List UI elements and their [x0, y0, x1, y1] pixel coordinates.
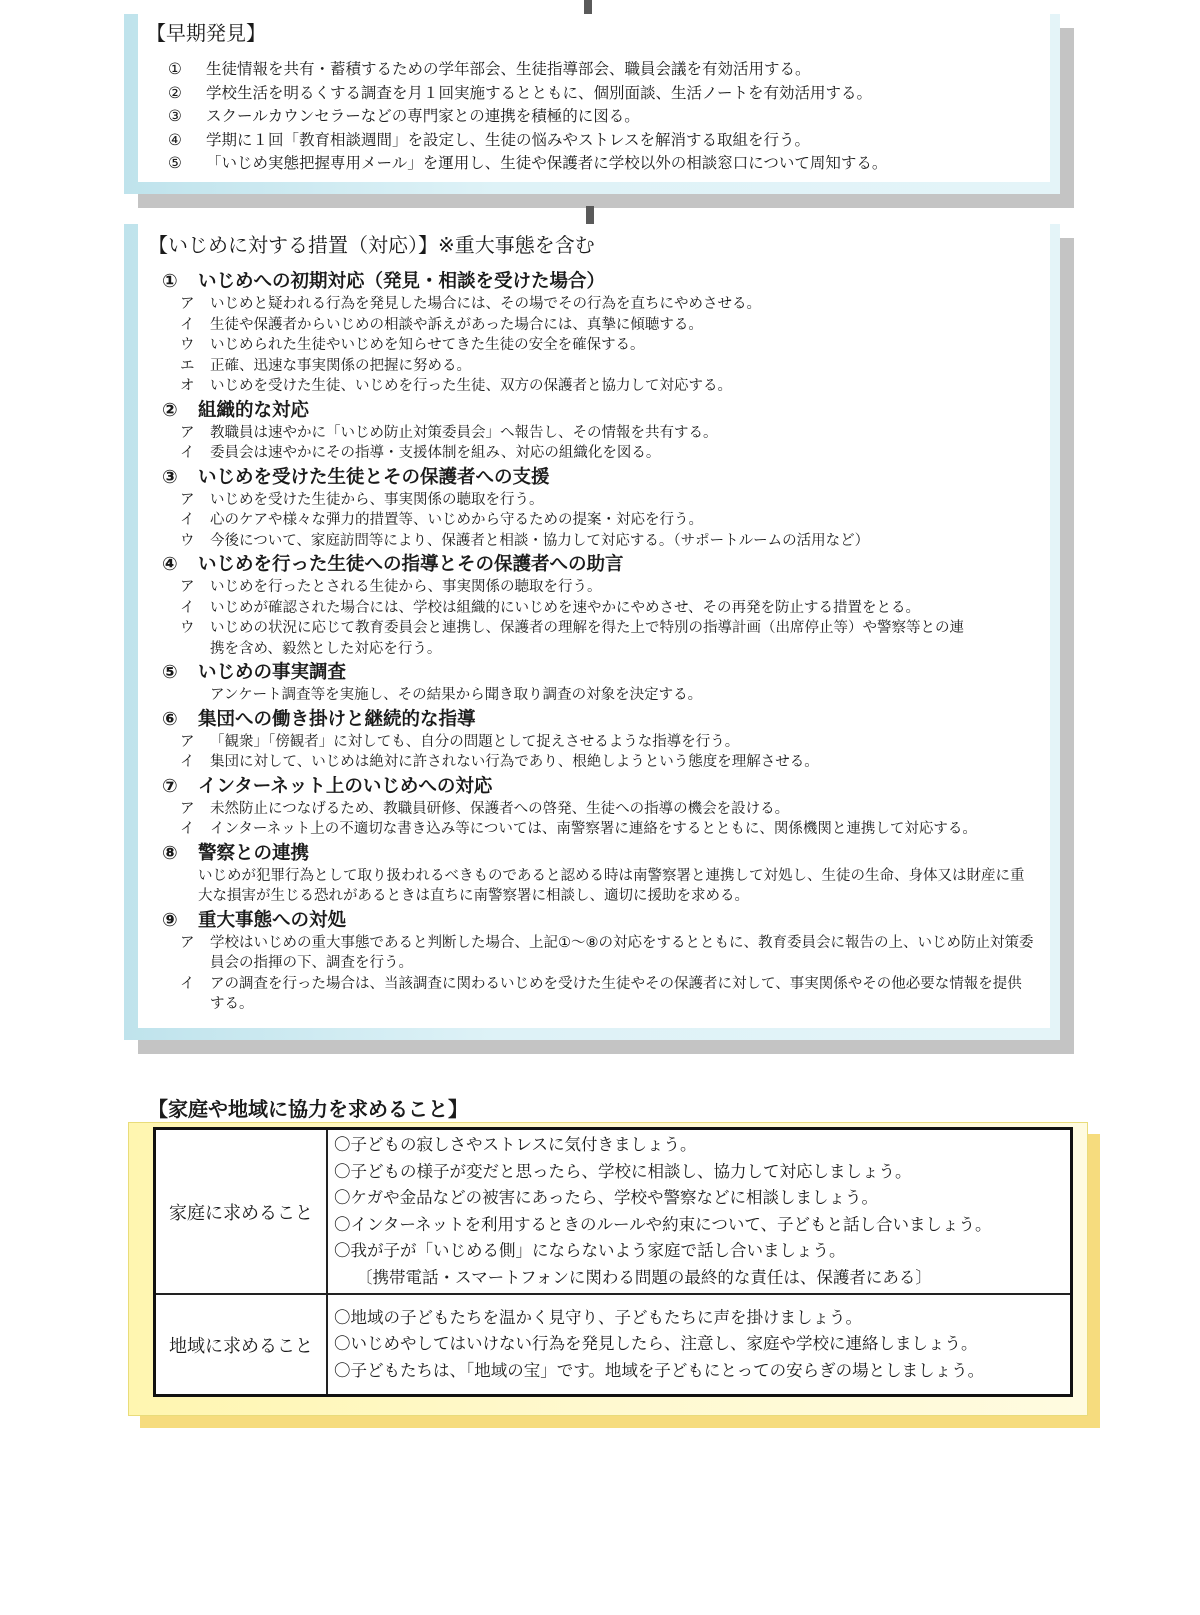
section-text: いじめが犯罪行為として取り扱われるべきものであると認める時は南警察署と連携して対処し、生徒の生命、身体又は財産に重大な損害が生じる恐れがあるときは直ちに南警察署に相談し、適切に援助を求める。	[198, 867, 1025, 904]
list-item: 〇いじめやしてはいけない行為を発見したら、注意し、家庭や学校に連絡しましょう。	[334, 1334, 978, 1354]
list-item: イ アの調査を行った場合は、当該調査に関わるいじめを受けた生徒やその保護者に対して、事実関係やその他必要な情報を提供する。	[180, 975, 1022, 1012]
list-item: イ 委員会は速やかにその指導・支援体制を組み、対応の組織化を図る。	[180, 445, 661, 461]
list-item: ア 未然防止につなげるため、教職員研修、保護者への啓発、生徒への指導の機会を設ける。	[180, 800, 790, 817]
section-heading: ① いじめへの初期対応（発見・相談を受けた場合）	[162, 271, 606, 292]
list-item: ア いじめと疑われる行為を発見した場合には、その場でその行為を直ちにやめさせる。	[180, 296, 761, 312]
list-item: ア いじめを受けた生徒から、事実関係の聴取を行う。	[180, 491, 544, 508]
table-row	[155, 1129, 1072, 1295]
section-heading: ⑨ 重大事態への対処	[162, 909, 347, 931]
early-detection-box	[124, 14, 1060, 194]
table-row	[155, 1294, 1072, 1396]
list-item: ④ 学期に１回「教育相談週間」を設定し、生徒の悩みやストレスを解消する取組を行う。	[168, 130, 811, 149]
measures-title: 【いじめに対する措置（対応）】※重大事態を含む	[148, 233, 595, 257]
measures-sections	[162, 268, 1034, 1015]
list-item: 〇子どもの様子が変だと思ったら、学校に相談し、協力して対応しましょう。	[334, 1161, 912, 1181]
list-item: ⑤ 「いじめ実態把握専用メール」を運用し、生徒や保護者に学校以外の相談窓口について周知する。	[168, 154, 888, 172]
community-label: 地域に求めること	[155, 1294, 328, 1396]
list-item: ウ いじめの状況に応じて教育委員会と連携し、保護者の理解を得た上で特別の指導計画（出席停止等）や警察等との連携を含め、毅然とした対応を行う。	[180, 620, 964, 657]
list-item: ア 学校はいじめの重大事態であると判断した場合、上記①～⑧の対応をするとともに、教育委員会に報告の上、いじめ防止対策委員会の指揮の下、調査を行う。	[180, 934, 1034, 971]
list-item: ア 「観衆」「傍観者」に対しても、自分の問題として捉えさせるような指導を行う。	[180, 733, 740, 750]
list-item: ア 教職員は速やかに「いじめ防止対策委員会」へ報告し、その情報を共有する。	[180, 424, 718, 441]
list-item: イ 生徒や保護者からいじめの相談や訴えがあった場合には、真摯に傾聴する。	[180, 316, 703, 333]
list-item: ① 生徒情報を共有・蓄積するための学年部会、生徒指導部会、職員会議を有効活用する。	[168, 60, 811, 78]
list-item: 〇我が子が「いじめる側」にならないよう家庭で話し合いましょう。	[334, 1241, 846, 1260]
middle-connector-line	[586, 206, 594, 226]
community-requests	[327, 1294, 1072, 1396]
list-item: エ 正確、迅速な事実関係の把握に努める。	[180, 357, 471, 374]
list-item: ウ いじめられた生徒やいじめを知らせてきた生徒の安全を確保する。	[180, 337, 645, 353]
measures-box	[124, 224, 1060, 1040]
section-text: アンケート調査等を実施し、その結果から聞き取り調査の対象を決定する。	[210, 687, 703, 703]
list-item: ③ スクールカウンセラーなどの専門家との連携を積極的に図る。	[168, 107, 640, 125]
list-item: 〇子どもの寂しさやストレスに気付きましょう。	[334, 1135, 697, 1154]
section-heading: ② 組織的な対応	[162, 399, 310, 421]
home-community-table	[153, 1127, 1073, 1397]
list-item: イ 心のケアや様々な弾力的措置等、いじめから守るための提案・対応を行う。	[180, 512, 703, 528]
home-community-box	[128, 1122, 1088, 1416]
section-heading: ⑧ 警察との連携	[162, 842, 310, 864]
list-item: 〇子どもたちは、「地域の宝」です。地域を子どもにとっての安らぎの場としましょう。	[334, 1360, 985, 1380]
list-item: 〇ケガや金品などの被害にあったら、学校や警察などに相談しましょう。	[334, 1188, 879, 1207]
section-heading: ⑦ インターネット上のいじめへの対応	[162, 775, 493, 797]
section-heading: ⑥ 集団への働き掛けと継続的な指導	[162, 708, 476, 730]
home-requests	[327, 1129, 1072, 1295]
list-item: イ いじめが確認された場合には、学校は組織的にいじめを速やかにやめさせ、その再発を防止する措置をとる。	[180, 599, 921, 616]
list-item: 〇インターネットを利用するときのルールや約束について、子どもと話し合いましょう。	[334, 1214, 992, 1234]
section-heading: ③ いじめを受けた生徒とその保護者への支援	[162, 466, 550, 488]
home-community-title: 【家庭や地域に協力を求めること】	[148, 1097, 468, 1121]
early-detection-list	[168, 58, 887, 176]
home-label: 家庭に求めること	[155, 1129, 328, 1295]
section-heading: ④ いじめを行った生徒への指導とその保護者への助言	[162, 554, 624, 575]
early-detection-title: 【早期発見】	[146, 21, 266, 45]
list-item: イ 集団に対して、いじめは絶対に許されない行為であり、根絶しようという態度を理解させる。	[180, 754, 819, 770]
home-note: 〔携帯電話・スマートフォンに関わる問題の最終的な責任は、保護者にある〕	[356, 1267, 932, 1287]
list-item: オ いじめを受けた生徒、いじめを行った生徒、双方の保護者と協力して対応する。	[180, 378, 732, 394]
section-heading: ⑤ いじめの事実調査	[162, 662, 347, 683]
list-item: ア いじめを行ったとされる生徒から、事実関係の聴取を行う。	[180, 579, 602, 595]
list-item: ② 学校生活を明るくする調査を月１回実施するとともに、個別面談、生活ノートを有効活用する。	[168, 83, 873, 102]
list-item: 〇地域の子どもたちを温かく見守り、子どもたちに声を掛けましょう。	[334, 1307, 862, 1327]
list-item: イ インターネット上の不適切な書き込み等については、南警察署に連絡をするとともに、関係機関と連携して対応する。	[180, 821, 977, 837]
list-item: ウ 今後について、家庭訪問等により、保護者と相談・協力して対応する。（サポートルームの活用など）	[180, 532, 870, 549]
